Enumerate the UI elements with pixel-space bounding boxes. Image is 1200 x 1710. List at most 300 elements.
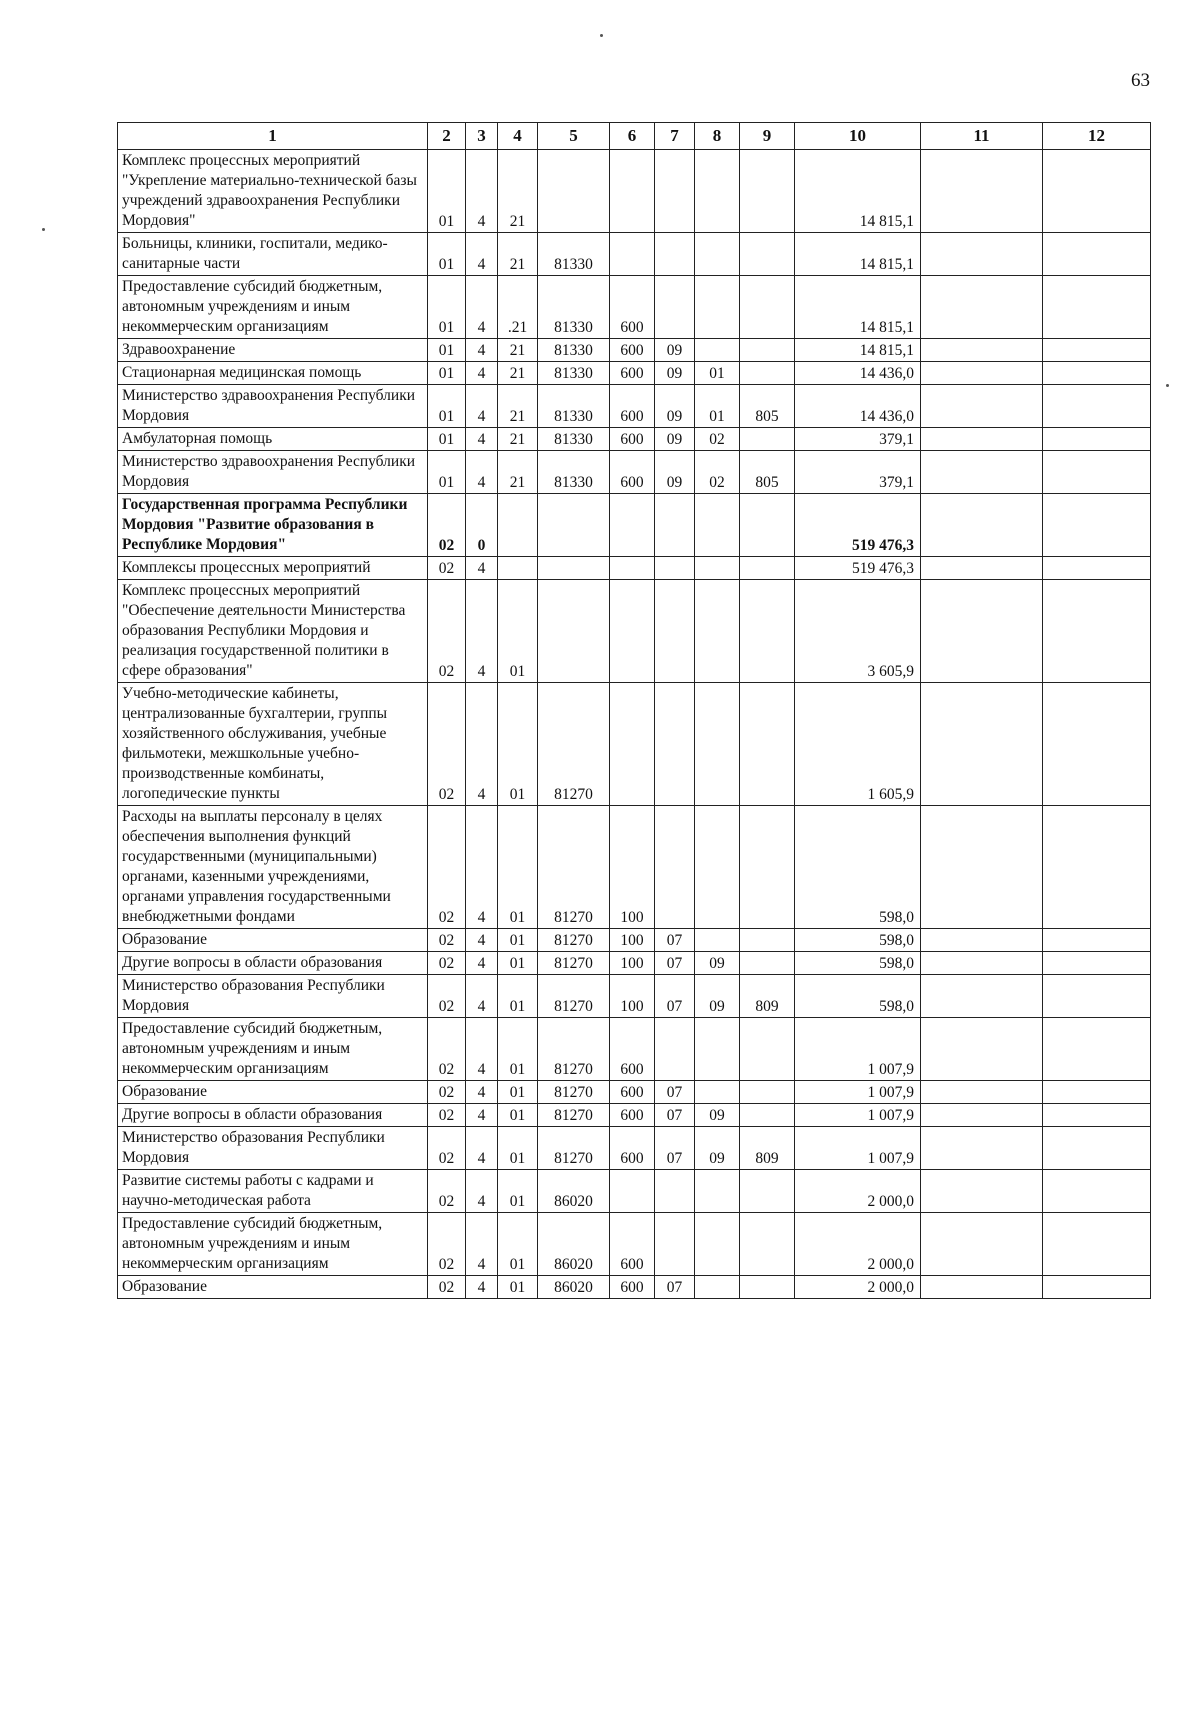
program-code: 4 [466, 1018, 498, 1081]
row-description: Предоставление субсидий бюджетным, автономным учреждениям и иным некоммерческим организациям [118, 276, 428, 339]
ministry-code [740, 557, 795, 580]
section-code: 02 [428, 1104, 466, 1127]
division-code [655, 1170, 695, 1213]
amount-value: 379,1 [795, 428, 921, 451]
expense-type-code [610, 233, 655, 276]
amount-value: 598,0 [795, 806, 921, 929]
subdivision-code [695, 150, 740, 233]
target-code: 86020 [538, 1276, 610, 1299]
subdivision-code: 09 [695, 1104, 740, 1127]
column-11-value [921, 683, 1043, 806]
division-code: 09 [655, 385, 695, 428]
column-11-value [921, 1276, 1043, 1299]
row-description: Министерство образования Республики Мордовия [118, 1127, 428, 1170]
section-code: 01 [428, 233, 466, 276]
program-code: 4 [466, 929, 498, 952]
column-11-value [921, 339, 1043, 362]
ministry-code [740, 1276, 795, 1299]
amount-value: 14 815,1 [795, 339, 921, 362]
page-number: 63 [1131, 70, 1150, 91]
table-row [118, 952, 1151, 975]
table-row [118, 428, 1151, 451]
target-code [538, 580, 610, 683]
program-code: 4 [466, 276, 498, 339]
subprogram-code: 21 [498, 339, 538, 362]
section-code: 01 [428, 385, 466, 428]
division-code: 07 [655, 1127, 695, 1170]
expense-type-code: 600 [610, 276, 655, 339]
subdivision-code [695, 276, 740, 339]
table-row [118, 1127, 1151, 1170]
column-12-value [1043, 362, 1151, 385]
expense-type-code: 600 [610, 362, 655, 385]
subdivision-code: 09 [695, 975, 740, 1018]
division-code: 09 [655, 451, 695, 494]
amount-value: 14 436,0 [795, 385, 921, 428]
ministry-code [740, 1213, 795, 1276]
row-description: Министерство образования Республики Мордовия [118, 975, 428, 1018]
target-code: 81330 [538, 276, 610, 339]
expense-type-code: 600 [610, 1276, 655, 1299]
row-description: Министерство здравоохранения Республики Мордовия [118, 385, 428, 428]
expense-type-code: 100 [610, 806, 655, 929]
row-description: Расходы на выплаты персоналу в целях обеспечения выполнения функций государственными (муниципальными) органами, казенными учреждениями, органами управления государственными внебюджетными фондами [118, 806, 428, 929]
target-code: 81270 [538, 952, 610, 975]
amount-value: 379,1 [795, 451, 921, 494]
column-11-value [921, 806, 1043, 929]
column-11-value [921, 428, 1043, 451]
amount-value: 1 007,9 [795, 1127, 921, 1170]
row-description: Предоставление субсидий бюджетным, автономным учреждениям и иным некоммерческим организациям [118, 1213, 428, 1276]
division-code [655, 683, 695, 806]
column-12-value [1043, 952, 1151, 975]
table-row [118, 494, 1151, 557]
budget-table [117, 122, 1151, 1299]
amount-value: 3 605,9 [795, 580, 921, 683]
row-description: Стационарная медицинская помощь [118, 362, 428, 385]
column-12-value [1043, 1127, 1151, 1170]
amount-value: 1 605,9 [795, 683, 921, 806]
program-code: 4 [466, 1213, 498, 1276]
subdivision-code [695, 1081, 740, 1104]
program-code: 4 [466, 339, 498, 362]
subprogram-code: 01 [498, 1213, 538, 1276]
scan-speck [600, 34, 603, 37]
division-code: 07 [655, 1081, 695, 1104]
subprogram-code: 21 [498, 150, 538, 233]
subprogram-code: 01 [498, 580, 538, 683]
column-12-value [1043, 451, 1151, 494]
amount-value: 1 007,9 [795, 1081, 921, 1104]
table-row [118, 557, 1151, 580]
target-code: 81330 [538, 385, 610, 428]
row-description: Другие вопросы в области образования [118, 952, 428, 975]
table-row [118, 1081, 1151, 1104]
column-11-value [921, 929, 1043, 952]
row-description: Здравоохранение [118, 339, 428, 362]
column-11-value [921, 580, 1043, 683]
column-12-value [1043, 557, 1151, 580]
program-code: 4 [466, 1276, 498, 1299]
column-header: 7 [655, 123, 695, 150]
ministry-code [740, 339, 795, 362]
ministry-code [740, 1104, 795, 1127]
column-11-value [921, 494, 1043, 557]
section-code: 02 [428, 952, 466, 975]
column-12-value [1043, 806, 1151, 929]
program-code: 4 [466, 1081, 498, 1104]
subdivision-code [695, 494, 740, 557]
section-code: 02 [428, 683, 466, 806]
division-code: 09 [655, 362, 695, 385]
column-header: 8 [695, 123, 740, 150]
division-code [655, 1213, 695, 1276]
column-header: 10 [795, 123, 921, 150]
table-row [118, 975, 1151, 1018]
column-12-value [1043, 1018, 1151, 1081]
amount-value: 519 476,3 [795, 494, 921, 557]
subdivision-code [695, 1018, 740, 1081]
section-code: 01 [428, 150, 466, 233]
subprogram-code: 21 [498, 362, 538, 385]
ministry-code [740, 494, 795, 557]
division-code [655, 233, 695, 276]
table-row [118, 1170, 1151, 1213]
division-code [655, 276, 695, 339]
division-code [655, 806, 695, 929]
column-11-value [921, 1170, 1043, 1213]
subdivision-code: 09 [695, 952, 740, 975]
column-12-value [1043, 1213, 1151, 1276]
program-code: 4 [466, 150, 498, 233]
section-code: 02 [428, 557, 466, 580]
column-12-value [1043, 929, 1151, 952]
section-code: 01 [428, 276, 466, 339]
program-code: 4 [466, 683, 498, 806]
subdivision-code: 01 [695, 362, 740, 385]
subdivision-code: 01 [695, 385, 740, 428]
expense-type-code [610, 580, 655, 683]
expense-type-code: 600 [610, 385, 655, 428]
row-description: Предоставление субсидий бюджетным, автономным учреждениям и иным некоммерческим организациям [118, 1018, 428, 1081]
subprogram-code: 01 [498, 929, 538, 952]
division-code: 09 [655, 428, 695, 451]
subdivision-code [695, 929, 740, 952]
subprogram-code: 01 [498, 683, 538, 806]
target-code: 81270 [538, 1127, 610, 1170]
row-description: Больницы, клиники, госпитали, медико-санитарные части [118, 233, 428, 276]
column-12-value [1043, 494, 1151, 557]
column-11-value [921, 1018, 1043, 1081]
program-code: 4 [466, 1170, 498, 1213]
subdivision-code: 09 [695, 1127, 740, 1170]
expense-type-code: 600 [610, 1213, 655, 1276]
program-code: 0 [466, 494, 498, 557]
program-code: 4 [466, 362, 498, 385]
amount-value: 598,0 [795, 975, 921, 1018]
expense-type-code: 100 [610, 975, 655, 1018]
program-code: 4 [466, 233, 498, 276]
subdivision-code [695, 1213, 740, 1276]
row-description: Комплекс процессных мероприятий "Укрепление материально-технической базы учреждений здравоохранения Республики Мордовия" [118, 150, 428, 233]
ministry-code [740, 233, 795, 276]
column-header: 12 [1043, 123, 1151, 150]
table-row [118, 1018, 1151, 1081]
ministry-code: 805 [740, 451, 795, 494]
column-12-value [1043, 150, 1151, 233]
row-description: Государственная программа Республики Мордовия "Развитие образования в Республике Мордовия" [118, 494, 428, 557]
column-header: 11 [921, 123, 1043, 150]
division-code [655, 494, 695, 557]
table-row [118, 451, 1151, 494]
section-code: 01 [428, 451, 466, 494]
subprogram-code: 01 [498, 806, 538, 929]
column-11-value [921, 1213, 1043, 1276]
expense-type-code: 600 [610, 339, 655, 362]
amount-value: 519 476,3 [795, 557, 921, 580]
target-code [538, 150, 610, 233]
column-12-value [1043, 1170, 1151, 1213]
column-header: 9 [740, 123, 795, 150]
subprogram-code: 01 [498, 1104, 538, 1127]
ministry-code [740, 1170, 795, 1213]
ministry-code [740, 580, 795, 683]
table-row [118, 683, 1151, 806]
target-code: 81270 [538, 1018, 610, 1081]
target-code: 81330 [538, 339, 610, 362]
target-code: 81270 [538, 1081, 610, 1104]
subprogram-code: 21 [498, 233, 538, 276]
ministry-code [740, 428, 795, 451]
division-code [655, 150, 695, 233]
section-code: 02 [428, 1213, 466, 1276]
ministry-code [740, 1018, 795, 1081]
column-12-value [1043, 1276, 1151, 1299]
program-code: 4 [466, 975, 498, 1018]
column-11-value [921, 150, 1043, 233]
section-code: 02 [428, 1127, 466, 1170]
column-11-value [921, 233, 1043, 276]
column-header: 2 [428, 123, 466, 150]
target-code: 86020 [538, 1213, 610, 1276]
amount-value: 2 000,0 [795, 1276, 921, 1299]
ministry-code [740, 806, 795, 929]
ministry-code [740, 952, 795, 975]
target-code: 81270 [538, 975, 610, 1018]
header-row [118, 123, 1151, 150]
column-11-value [921, 952, 1043, 975]
division-code: 07 [655, 975, 695, 1018]
subdivision-code [695, 1170, 740, 1213]
program-code: 4 [466, 385, 498, 428]
scan-speck [42, 228, 45, 231]
ministry-code: 809 [740, 975, 795, 1018]
amount-value: 598,0 [795, 952, 921, 975]
amount-value: 14 815,1 [795, 276, 921, 339]
column-11-value [921, 385, 1043, 428]
row-description: Другие вопросы в области образования [118, 1104, 428, 1127]
table-row [118, 806, 1151, 929]
subdivision-code [695, 233, 740, 276]
subprogram-code [498, 557, 538, 580]
ministry-code [740, 362, 795, 385]
target-code: 81330 [538, 428, 610, 451]
subprogram-code: 01 [498, 975, 538, 1018]
ministry-code [740, 276, 795, 339]
table-row [118, 1276, 1151, 1299]
section-code: 01 [428, 339, 466, 362]
column-header: 3 [466, 123, 498, 150]
subdivision-code [695, 580, 740, 683]
column-11-value [921, 1081, 1043, 1104]
column-11-value [921, 557, 1043, 580]
subprogram-code: .21 [498, 276, 538, 339]
program-code: 4 [466, 580, 498, 683]
row-description: Министерство здравоохранения Республики Мордовия [118, 451, 428, 494]
expense-type-code: 600 [610, 1018, 655, 1081]
division-code: 09 [655, 339, 695, 362]
subprogram-code: 01 [498, 1127, 538, 1170]
subprogram-code: 01 [498, 1018, 538, 1081]
table-row [118, 150, 1151, 233]
column-12-value [1043, 428, 1151, 451]
column-header: 5 [538, 123, 610, 150]
section-code: 01 [428, 428, 466, 451]
column-header: 1 [118, 123, 428, 150]
subdivision-code: 02 [695, 428, 740, 451]
subprogram-code: 01 [498, 1276, 538, 1299]
table-row [118, 276, 1151, 339]
target-code [538, 494, 610, 557]
ministry-code [740, 1081, 795, 1104]
amount-value: 2 000,0 [795, 1213, 921, 1276]
amount-value: 14 815,1 [795, 150, 921, 233]
subdivision-code [695, 683, 740, 806]
target-code: 81270 [538, 1104, 610, 1127]
expense-type-code: 600 [610, 451, 655, 494]
column-12-value [1043, 580, 1151, 683]
table-row [118, 339, 1151, 362]
program-code: 4 [466, 1104, 498, 1127]
column-11-value [921, 276, 1043, 339]
expense-type-code: 600 [610, 1081, 655, 1104]
table-row [118, 233, 1151, 276]
amount-value: 1 007,9 [795, 1018, 921, 1081]
amount-value: 14 436,0 [795, 362, 921, 385]
column-11-value [921, 975, 1043, 1018]
subprogram-code: 21 [498, 428, 538, 451]
row-description: Образование [118, 1276, 428, 1299]
program-code: 4 [466, 806, 498, 929]
ministry-code [740, 929, 795, 952]
expense-type-code: 600 [610, 1104, 655, 1127]
subprogram-code [498, 494, 538, 557]
subprogram-code: 01 [498, 1081, 538, 1104]
table-row [118, 385, 1151, 428]
row-description: Комплексы процессных мероприятий [118, 557, 428, 580]
subdivision-code [695, 806, 740, 929]
column-header: 4 [498, 123, 538, 150]
section-code: 02 [428, 580, 466, 683]
expense-type-code [610, 494, 655, 557]
division-code [655, 1018, 695, 1081]
column-11-value [921, 362, 1043, 385]
target-code: 81330 [538, 451, 610, 494]
program-code: 4 [466, 428, 498, 451]
subdivision-code [695, 1276, 740, 1299]
table-row [118, 1213, 1151, 1276]
section-code: 02 [428, 494, 466, 557]
section-code: 02 [428, 1081, 466, 1104]
subprogram-code: 21 [498, 385, 538, 428]
row-description: Амбулаторная помощь [118, 428, 428, 451]
expense-type-code: 600 [610, 428, 655, 451]
table-row [118, 580, 1151, 683]
row-description: Комплекс процессных мероприятий "Обеспечение деятельности Министерства образования Республики Мордовия и реализация государственной политики в сфере образования" [118, 580, 428, 683]
program-code: 4 [466, 952, 498, 975]
column-12-value [1043, 1081, 1151, 1104]
section-code: 02 [428, 1170, 466, 1213]
section-code: 02 [428, 1276, 466, 1299]
column-12-value [1043, 1104, 1151, 1127]
amount-value: 1 007,9 [795, 1104, 921, 1127]
ministry-code: 805 [740, 385, 795, 428]
expense-type-code [610, 557, 655, 580]
table-body [118, 150, 1151, 1299]
target-code: 81270 [538, 683, 610, 806]
target-code [538, 557, 610, 580]
section-code: 01 [428, 362, 466, 385]
column-12-value [1043, 385, 1151, 428]
row-description: Образование [118, 929, 428, 952]
row-description: Образование [118, 1081, 428, 1104]
subprogram-code: 01 [498, 1170, 538, 1213]
subprogram-code: 21 [498, 451, 538, 494]
column-11-value [921, 1104, 1043, 1127]
scan-speck [1166, 384, 1169, 387]
ministry-code [740, 150, 795, 233]
subprogram-code: 01 [498, 952, 538, 975]
division-code: 07 [655, 1276, 695, 1299]
expense-type-code: 100 [610, 929, 655, 952]
subdivision-code [695, 557, 740, 580]
target-code: 81330 [538, 362, 610, 385]
amount-value: 14 815,1 [795, 233, 921, 276]
expense-type-code [610, 683, 655, 806]
section-code: 02 [428, 975, 466, 1018]
target-code: 81270 [538, 806, 610, 929]
section-code: 02 [428, 806, 466, 929]
column-11-value [921, 1127, 1043, 1170]
section-code: 02 [428, 1018, 466, 1081]
division-code [655, 557, 695, 580]
section-code: 02 [428, 929, 466, 952]
division-code: 07 [655, 1104, 695, 1127]
division-code [655, 580, 695, 683]
ministry-code [740, 683, 795, 806]
table-row [118, 362, 1151, 385]
row-description: Развитие системы работы с кадрами и научно-методическая работа [118, 1170, 428, 1213]
subdivision-code: 02 [695, 451, 740, 494]
division-code: 07 [655, 929, 695, 952]
column-12-value [1043, 339, 1151, 362]
expense-type-code [610, 150, 655, 233]
row-description: Учебно-методические кабинеты, централизованные бухгалтерии, группы хозяйственного обслуживания, учебные фильмотеки, межшкольные учебно-производственные комбинаты, логопедические пункты [118, 683, 428, 806]
expense-type-code [610, 1170, 655, 1213]
column-header: 6 [610, 123, 655, 150]
target-code: 81330 [538, 233, 610, 276]
subdivision-code [695, 339, 740, 362]
